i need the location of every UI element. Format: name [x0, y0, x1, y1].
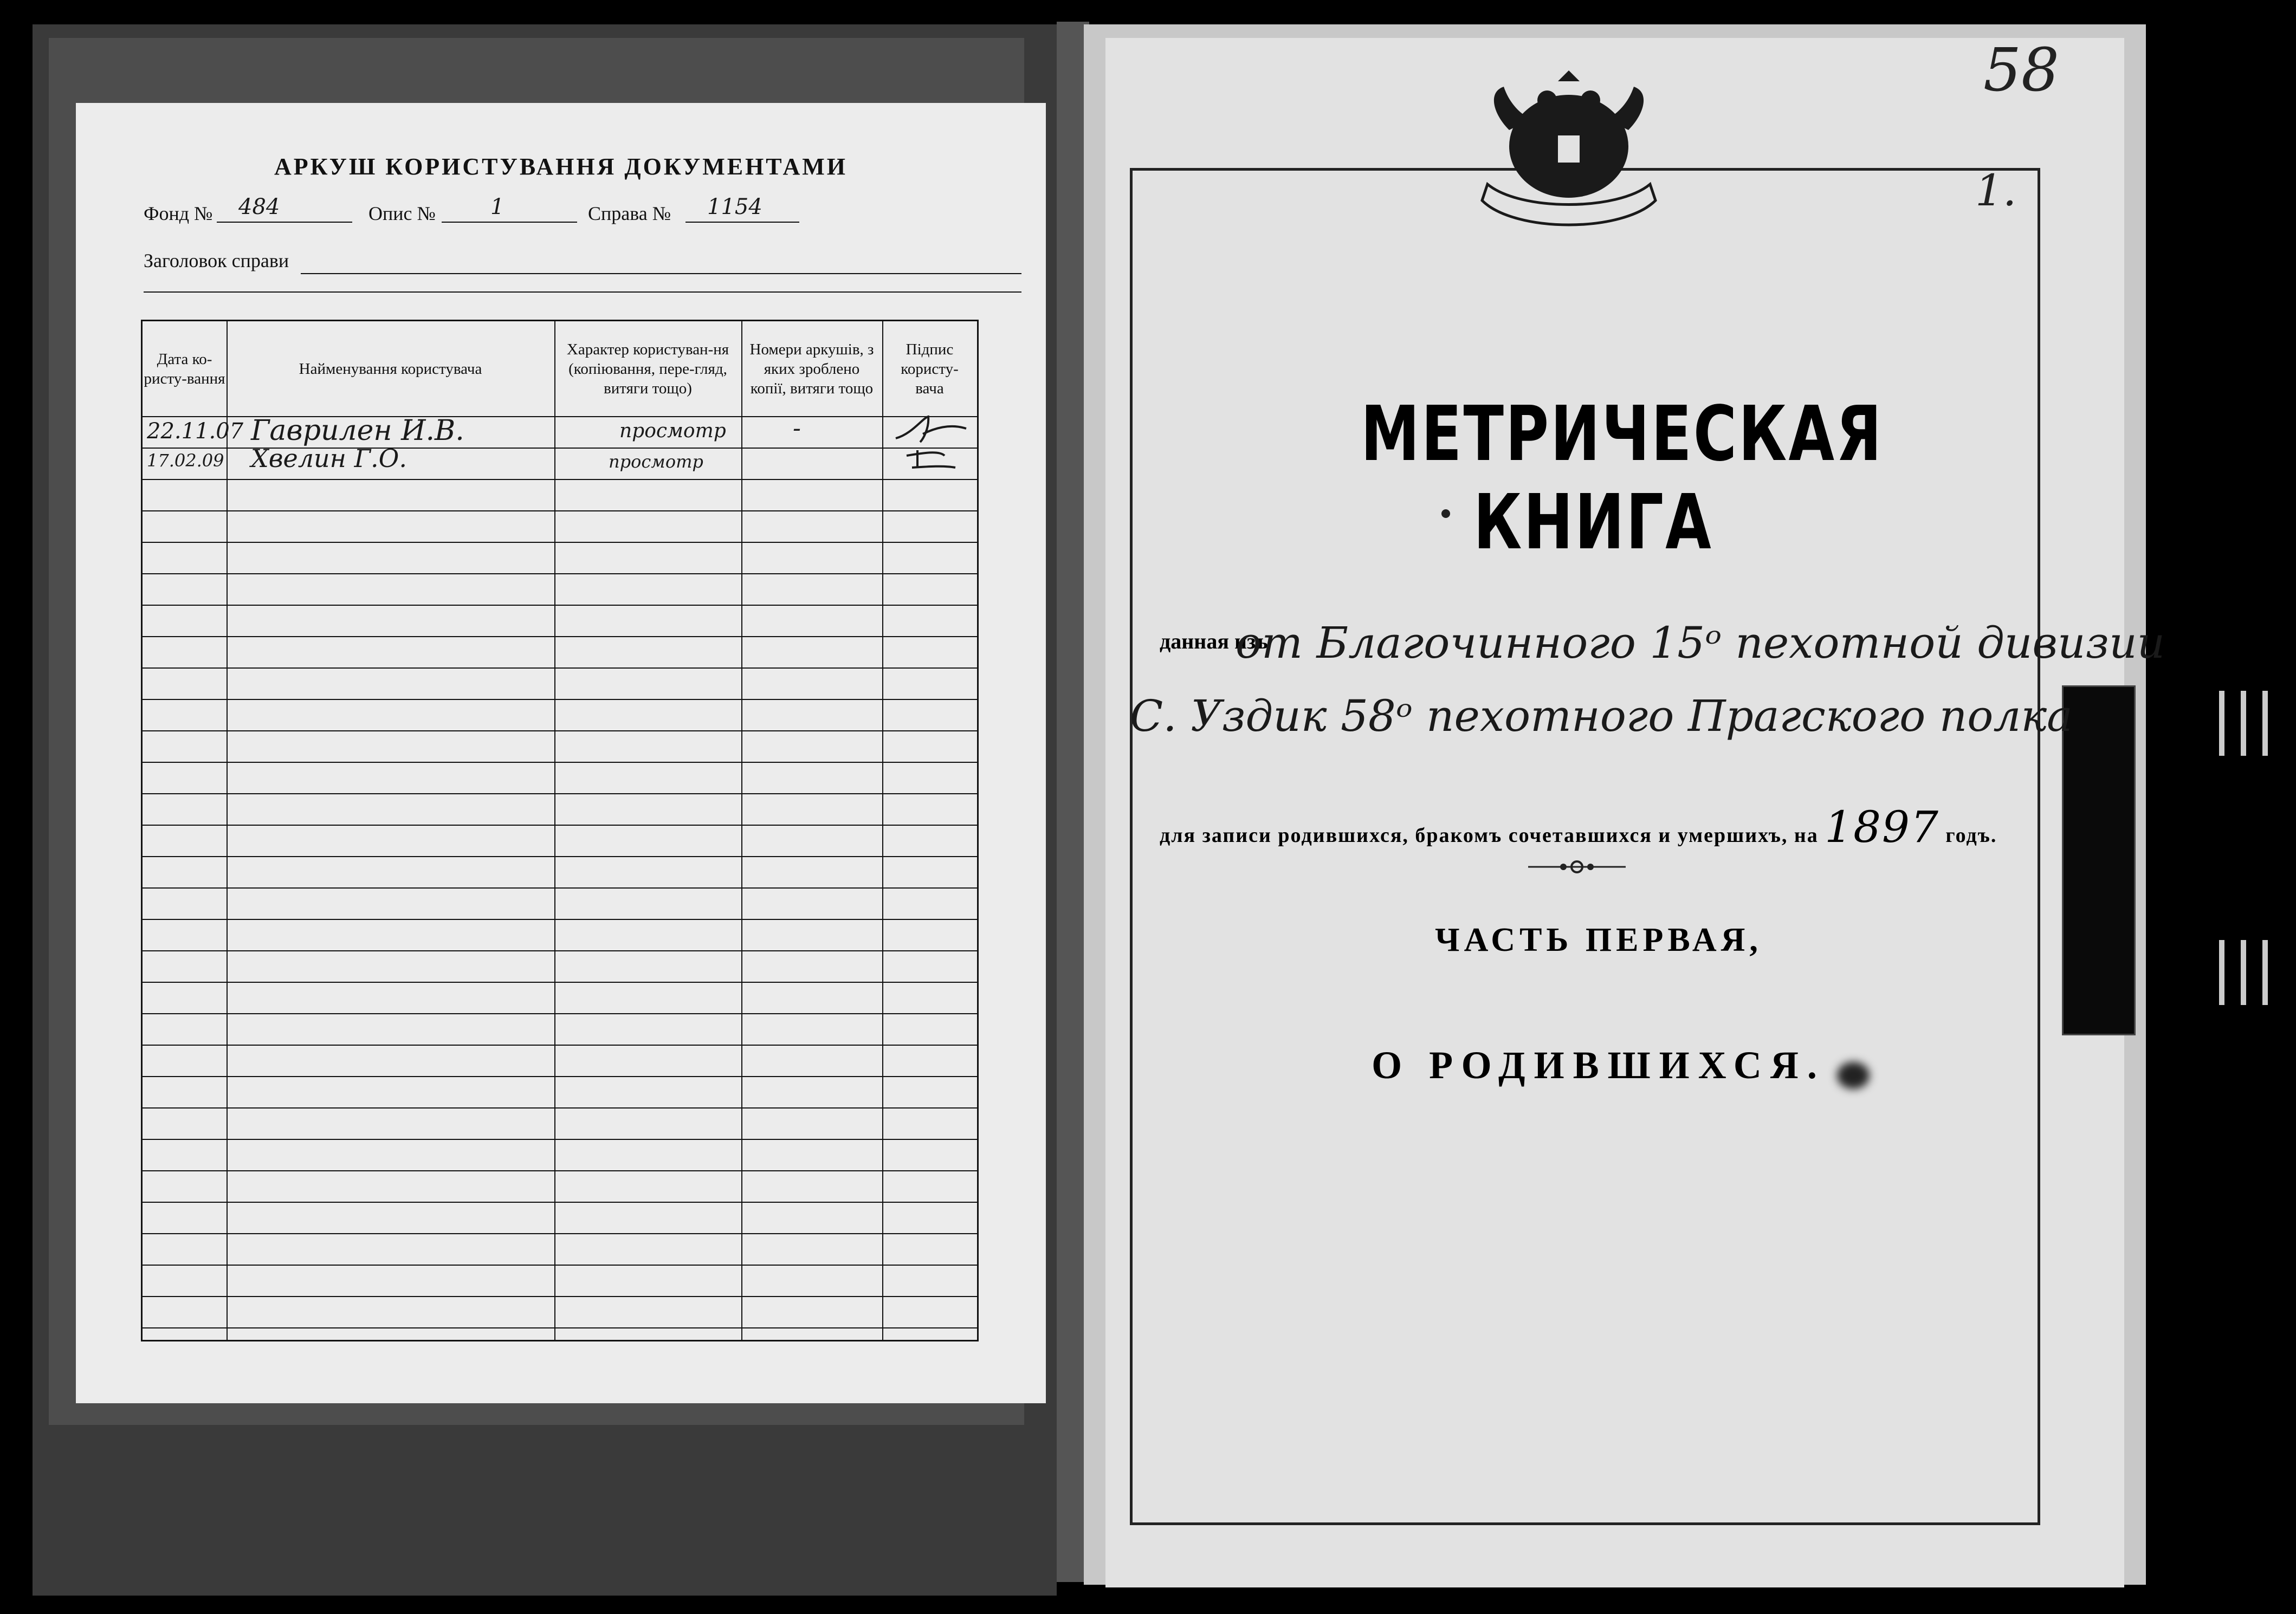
ink-blot	[1837, 1062, 1870, 1089]
given-by-label: данная изъ	[1160, 629, 1268, 653]
row1-signature-mark	[890, 412, 972, 445]
table-row-line	[143, 982, 977, 983]
table-row-line	[143, 1170, 977, 1171]
table-row-line	[143, 1045, 977, 1046]
sprava-label: Справа №	[588, 203, 671, 224]
part-heading: ЧАСТЬ ПЕРВАЯ,	[1435, 922, 1762, 958]
table-row-line	[143, 856, 977, 857]
sprava-value: 1154	[707, 195, 762, 219]
purpose-text: для записи родившихся, бракомъ сочетавшихся и умершихъ, на	[1160, 824, 1819, 847]
given-by-handwriting-1: от Благочинного 15ᵒ пехотной дивизии	[1236, 618, 2165, 668]
table-row-line	[143, 1107, 977, 1109]
row1-sheets: -	[793, 414, 801, 442]
year-suffix: годъ.	[1945, 824, 1997, 847]
purpose-line	[1160, 802, 1997, 852]
header-type: Характер користуван-ня (копіювання, пере-гляд, витяги тощо)	[566, 340, 729, 397]
given-by-handwriting-2: С. Уздик 58ᵒ пехотного Прагского полка	[1130, 691, 2073, 741]
usage-table	[141, 320, 979, 1341]
row2-date: 17.02.09	[147, 450, 224, 471]
fond-field	[217, 198, 352, 223]
table-row-line	[143, 699, 977, 700]
folio-number: 1.	[1975, 165, 2017, 216]
fond-label: Фонд №	[144, 203, 213, 224]
table-row-line	[143, 793, 977, 794]
header-signature: Підпис користу-вача	[901, 340, 959, 397]
row1-date: 22.11.07	[147, 419, 244, 444]
column-divider	[882, 321, 883, 1340]
table-row-line	[143, 479, 977, 480]
table-row-line	[143, 636, 977, 637]
header-date: Дата ко-ристу-вання	[144, 350, 225, 387]
header-user: Найменування користувача	[299, 360, 482, 378]
sheet-title: АРКУШ КОРИСТУВАННЯ ДОКУМЕНТАМИ	[274, 153, 848, 180]
row2-user: Хвелин Г.О.	[251, 444, 407, 473]
double-headed-eagle-icon	[1471, 70, 1666, 238]
fond-value: 484	[238, 195, 280, 219]
register-title: МЕТРИЧЕСКАЯ КНИГА	[1361, 390, 1884, 567]
case-title-line-2	[144, 291, 1021, 293]
case-title-field	[301, 249, 1021, 274]
row2-type: просмотр	[609, 451, 703, 472]
case-title-label: Заголовок справи	[144, 250, 289, 271]
table-row-line	[143, 919, 977, 920]
opys-value: 1	[490, 195, 505, 219]
table-row-line	[143, 730, 977, 731]
table-row-line	[143, 1327, 977, 1328]
page-tab	[2062, 685, 2136, 1035]
section-heading: О РОДИВШИХСЯ.	[1372, 1043, 1826, 1087]
opys-label: Опис №	[368, 203, 436, 224]
column-divider	[554, 321, 555, 1340]
header-sheets: Номери аркушів, з яких зроблено копії, витяги тощо	[749, 340, 874, 397]
table-row-line	[143, 667, 977, 669]
table-row-line	[143, 825, 977, 826]
case-title-line	[144, 249, 1021, 272]
table-row-line	[143, 1233, 977, 1234]
row1-type: просмотр	[619, 420, 726, 442]
table-row-line	[143, 1265, 977, 1266]
table-row-line	[143, 762, 977, 763]
table-row-line	[143, 1202, 977, 1203]
usage-sheet	[76, 103, 1046, 1403]
table-row-line	[143, 887, 977, 889]
table-row-line	[143, 1296, 977, 1297]
table-row-line	[143, 542, 977, 543]
opys-field	[442, 198, 577, 223]
ornament-divider-icon	[1528, 853, 1626, 880]
table-row-line	[143, 1013, 977, 1014]
row2-signature-mark	[901, 445, 966, 472]
edge-tick-marks	[2216, 691, 2276, 1038]
archive-page-number: 58	[1983, 35, 2059, 105]
table-row-line	[143, 605, 977, 606]
column-divider	[741, 321, 742, 1340]
row1-user: Гаврилен И.В.	[251, 414, 464, 447]
table-row-line	[143, 1076, 977, 1077]
table-row-line	[143, 950, 977, 951]
table-row-line	[143, 573, 977, 574]
column-divider	[227, 321, 228, 1340]
table-row-line	[143, 1139, 977, 1140]
table-row-line	[143, 510, 977, 511]
year-handwritten: 1897	[1825, 802, 1939, 852]
